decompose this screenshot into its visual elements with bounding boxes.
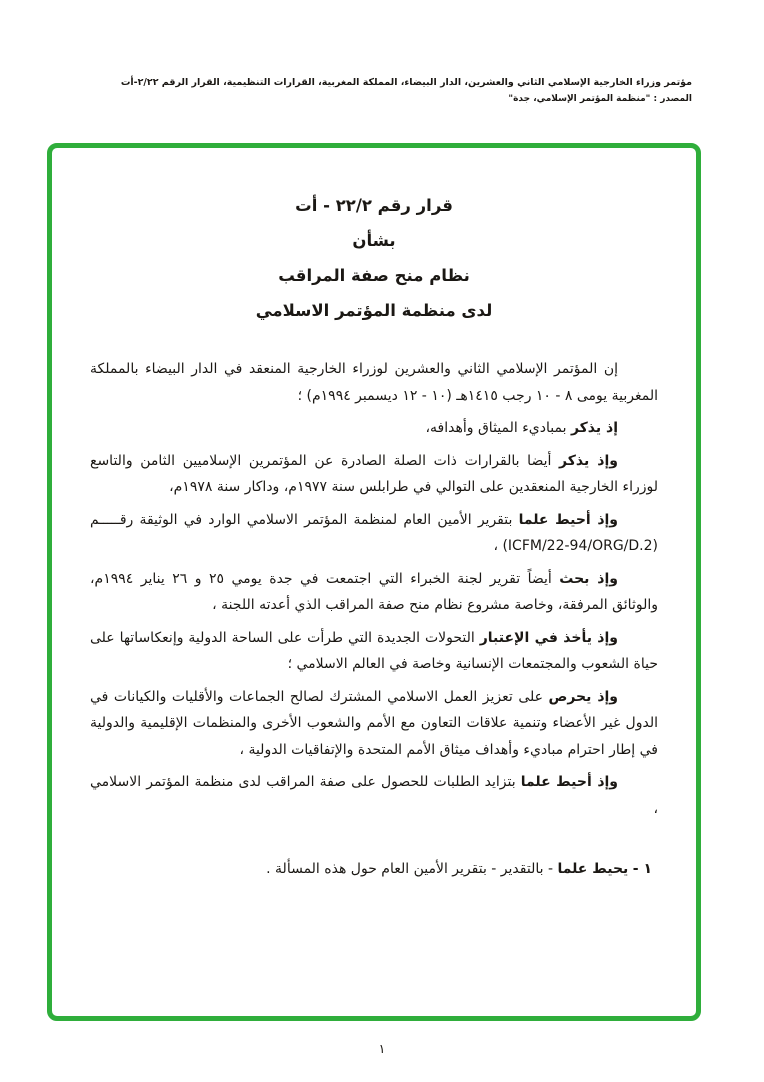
document-frame bbox=[47, 143, 701, 1021]
title-subject: نظام منح صفة المراقب bbox=[278, 266, 470, 285]
title-block bbox=[90, 188, 658, 328]
resolution-item bbox=[90, 856, 652, 883]
item-text: - بالتقدير - بتقرير الأمين العام حول هذه المسألة . bbox=[266, 861, 553, 877]
paragraph bbox=[90, 448, 658, 501]
paragraph bbox=[90, 769, 658, 822]
paragraph-text: أيضاً تقرير لجنة الخبراء التي اجتمعت في جدة يومي ٢٥ و ٢٦ يناير ١٩٩٤م، والوثائق المرفقة، وخاصة مشروع نظام منح صفة المراقب الذي أعدته اللجنة ، bbox=[90, 570, 658, 613]
paragraph-lead: وإذ يذكر bbox=[559, 452, 618, 469]
item-number: ١ - bbox=[632, 861, 652, 877]
paragraph-text: بتزايد الطلبات للحصول على صفة المراقب لدى منظمة المؤتمر الاسلامي ، bbox=[90, 774, 658, 817]
paragraph-text: أيضا بالقرارات ذات الصلة الصادرة عن المؤتمرين الإسلاميين الثامن والتاسع لوزراء الخارجية المنعقدين على التوالي في طرابلس سنة ١٩٧٧م، وداكار سنة ١٩٧٨م، bbox=[90, 452, 658, 495]
paragraph bbox=[90, 507, 658, 560]
paragraph-lead: إذ يذكر bbox=[570, 420, 618, 436]
title-organization: لدى منظمة المؤتمر الاسلامي bbox=[255, 301, 493, 320]
paragraph bbox=[90, 684, 658, 764]
paragraph-text: على تعزيز العمل الاسلامي المشترك لصالح الجماعات والأقليات والكيانات في الدول غير الأعضاء وتنمية علاقات التعاون مع الأمم والشعوب الأخرى والمنظمات الإقليمية والدولية في إطار احترام مباديء وأهداف ميثاق الأمم المتحدة والإتفاقيات الدولية ، bbox=[90, 688, 658, 758]
paragraph-lead: وإذ يأخذ في الإعتبار bbox=[479, 629, 618, 646]
paragraph-lead: وإذ أحيط علما bbox=[520, 774, 618, 790]
paragraph bbox=[90, 415, 658, 442]
page-number: ١ bbox=[378, 1041, 386, 1056]
paragraph-text: إن المؤتمر الإسلامي الثاني والعشرين لوزراء الخارجية المنعقد في الدار البيضاء بالمملكة المغربية يومى ٨ - ١٠ رجب ١٤١٥هـ (١٠ - ١٢ ديسمبر ١٩٩٤م) ؛ bbox=[90, 361, 658, 404]
paragraph bbox=[90, 625, 658, 678]
document-body bbox=[90, 356, 658, 883]
paragraph-text: التحولات الجديدة التي طرأت على الساحة الدولية وإنعكاساتها على حياة الشعوب والمجتمعات الإنسانية وخاصة في العالم الاسلامي ؛ bbox=[90, 629, 658, 672]
paragraph-lead: وإذ يحرص bbox=[548, 688, 619, 705]
paragraph-text: بمباديء الميثاق وأهدافه، bbox=[425, 420, 567, 436]
paragraph bbox=[90, 356, 658, 409]
source-line: المصدر : "منظمة المؤتمر الإسلامي، جدة" bbox=[508, 94, 692, 104]
paragraph-text: بتقرير الأمين العام لمنظمة المؤتمر الاسلامي الوارد في الوثيقة رقـــــم (ICFM/22-94/ORG/D.2) ، bbox=[90, 511, 658, 554]
paragraph bbox=[90, 566, 658, 619]
paragraph-lead: وإذ بحث bbox=[559, 570, 618, 587]
item-lead: يحيط علما bbox=[557, 861, 629, 877]
citation-line: مؤتمر وزراء الخارجية الإسلامي الثاني والعشرين، الدار البيضاء، المملكة المغربية، القرارات التنظيمية، القرار الرقم ٢/٢٢-أت bbox=[120, 77, 692, 88]
title-regarding: بشأن bbox=[352, 231, 396, 250]
resolution-number-title: قرار رقم ٢٢/٢ - أت bbox=[295, 196, 453, 215]
paragraph-lead: وإذ أحيط علما bbox=[518, 511, 619, 528]
citation-header bbox=[68, 76, 692, 104]
